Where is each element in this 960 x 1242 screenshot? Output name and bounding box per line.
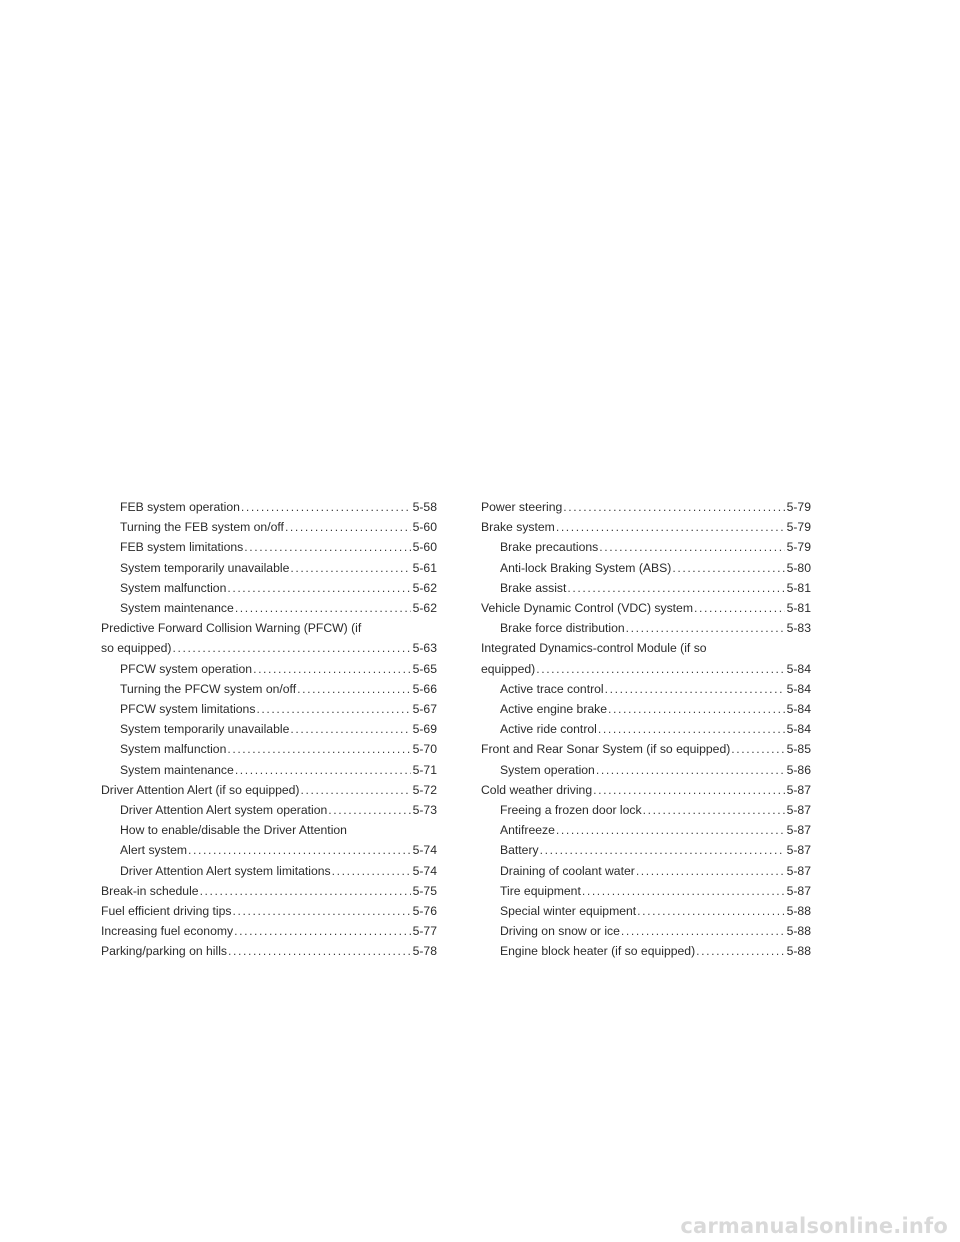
toc-entry[interactable] [101,558,437,578]
toc-entry[interactable] [101,618,437,658]
toc-entry-title: Power steering [481,500,563,514]
toc-entry-title: Driver Attention Alert system operation [120,803,328,818]
toc-entry-page: 5-88 [786,924,811,939]
toc-entry[interactable] [101,921,437,941]
toc-entry[interactable] [101,578,437,598]
toc-entry-title: Battery [500,843,539,858]
toc-entry[interactable] [481,840,811,860]
toc-entry[interactable] [481,861,811,881]
toc-entry-page: 5-83 [786,621,811,636]
toc-entry-page: 5-78 [412,944,437,959]
toc-leader-dots [536,659,784,679]
toc-entry[interactable] [101,800,437,820]
toc-entry-title: equipped) [481,661,536,676]
toc-entry-page: 5-72 [412,782,437,797]
toc-entry-title: Turning the PFCW system on/off [120,681,297,696]
toc-entry[interactable] [481,901,811,921]
toc-entry-page: 5-84 [786,681,811,696]
toc-entry-title: Brake precautions [500,540,599,555]
toc-entry-title: Engine block heater (if so equipped) [500,944,696,959]
toc-entry-page: 5-75 [412,883,437,898]
toc-entry[interactable] [481,820,811,840]
toc-entry-title: Tire equipment [500,883,581,898]
toc-entry-title: so equipped) [101,641,172,656]
site-watermark: carmanualsonline.info [680,1214,948,1238]
toc-entry[interactable] [101,901,437,921]
toc-entry-page: 5-69 [412,722,437,737]
toc-entry-page: 5-87 [786,823,811,838]
toc-right-column [481,497,811,962]
toc-entry-page: 5-62 [412,580,437,595]
toc-leader-dots [605,679,785,699]
toc-leader-dots [599,537,784,557]
toc-entry[interactable] [481,517,811,537]
toc-entry-title-line1: How to enable/disable the Driver Attention [120,823,347,838]
toc-entry-title: Turning the FEB system on/off [120,520,284,535]
toc-entry-title: Active ride control [500,722,597,737]
toc-leader-dots [636,861,785,881]
toc-leader-dots [556,517,785,537]
toc-entry[interactable] [481,719,811,739]
toc-entry-page: 5-88 [786,944,811,959]
toc-leader-dots [227,578,410,598]
toc-leader-dots [235,760,411,780]
toc-leader-dots [593,780,784,800]
toc-leader-dots [621,921,785,941]
toc-leader-dots [301,780,411,800]
toc-entry-title: PFCW system limitations [120,702,256,717]
toc-leader-dots [285,517,411,537]
toc-entry[interactable] [481,760,811,780]
toc-entry-page: 5-71 [412,762,437,777]
toc-leader-dots [637,901,784,921]
toc-entry-page: 5-76 [412,904,437,919]
toc-leader-dots [567,578,784,598]
toc-entry-title-line1: Predictive Forward Collision Warning (PFCW) (if [101,621,362,636]
toc-entry-page: 5-67 [412,702,437,717]
toc-leader-dots [672,558,784,578]
toc-leader-dots [694,598,785,618]
toc-entry-page: 5-66 [412,681,437,696]
toc-entry[interactable] [101,679,437,699]
toc-entry-page: 5-79 [786,540,811,555]
toc-entry-title: Brake system [481,520,555,535]
toc-entry[interactable] [481,800,811,820]
toc-entry-title-line1: Integrated Dynamics-control Module (if so [481,641,707,656]
toc-entry-page: 5-70 [412,742,437,757]
toc-entry[interactable] [481,558,811,578]
toc-entry-page: 5-58 [412,500,437,514]
toc-leader-dots [290,719,410,739]
toc-entry-page: 5-86 [786,762,811,777]
toc-entry-page: 5-84 [786,722,811,737]
toc-entry[interactable] [101,780,437,800]
toc-entry-title: System temporarily unavailable [120,722,290,737]
toc-entry[interactable] [101,517,437,537]
toc-entry-title: System operation [500,762,595,777]
toc-entry-page: 5-87 [786,863,811,878]
toc-entry[interactable] [101,699,437,719]
toc-entry-title: Fuel efficient driving tips [101,904,232,919]
toc-entry-page: 5-63 [412,641,437,656]
toc-entry-title: Driving on snow or ice [500,924,620,939]
toc-entry-page: 5-80 [786,560,811,575]
toc-entry[interactable] [101,820,437,860]
toc-entry-page: 5-87 [786,782,811,797]
toc-leader-dots [200,881,411,901]
toc-entry[interactable] [101,537,437,557]
toc-entry-title: System maintenance [120,601,234,616]
toc-entry-title: Special winter equipment [500,904,637,919]
toc-leader-dots [626,618,785,638]
toc-entry[interactable] [481,679,811,699]
toc-entry-page: 5-84 [786,661,811,676]
toc-entry-page: 5-81 [786,580,811,595]
toc-entry[interactable] [101,861,437,881]
toc-entry-title: Anti-lock Braking System (ABS) [500,560,672,575]
toc-entry-title: Alert system [120,843,188,858]
toc-leader-dots [328,800,410,820]
toc-entry-page: 5-87 [786,843,811,858]
toc-entry[interactable] [101,941,437,961]
toc-entry[interactable] [481,598,811,618]
toc-entry-title: Vehicle Dynamic Control (VDC) system [481,601,693,616]
toc-entry-title: FEB system limitations [120,540,244,555]
toc-entry[interactable] [481,537,811,557]
toc-entry[interactable] [481,497,811,517]
toc-entry-page: 5-79 [786,520,811,535]
toc-entry-page: 5-79 [786,500,811,514]
toc-leader-dots [234,921,410,941]
toc-leader-dots [556,820,785,840]
toc-entry-title: Front and Rear Sonar System (if so equipped) [481,742,731,757]
toc-leader-dots [598,719,785,739]
toc-left-column [101,497,437,962]
toc-leader-dots [563,497,784,517]
toc-entry-page: 5-60 [412,540,437,555]
toc-entry[interactable] [101,598,437,618]
toc-leader-dots [228,941,411,961]
toc-entry-page: 5-87 [786,883,811,898]
toc-entry-page: 5-87 [786,803,811,818]
toc-entry[interactable] [101,719,437,739]
toc-entry[interactable] [481,618,811,638]
toc-entry-page: 5-61 [412,560,437,575]
toc-entry[interactable] [481,921,811,941]
toc-entry[interactable] [481,699,811,719]
toc-entry-page: 5-77 [412,924,437,939]
toc-entry[interactable] [481,578,811,598]
toc-entry-title: Antifreeze [500,823,555,838]
toc-entry-title: System malfunction [120,580,227,595]
toc-entry-title: Driver Attention Alert (if so equipped) [101,782,300,797]
toc-leader-dots [540,840,785,860]
toc-entry-title: Draining of coolant water [500,863,635,878]
toc-entry-title: Brake assist [500,580,567,595]
toc-entry[interactable] [101,659,437,679]
toc-entry-page: 5-62 [412,601,437,616]
toc-entry-page: 5-85 [786,742,811,757]
toc-leader-dots [244,537,410,557]
toc-entry[interactable] [481,881,811,901]
toc-entry[interactable] [481,638,811,678]
toc-leader-dots [241,497,411,517]
toc-leader-dots [596,760,785,780]
toc-entry-page: 5-84 [786,702,811,717]
toc-entry[interactable] [101,881,437,901]
toc-entry-title: Active trace control [500,681,604,696]
toc-entry[interactable] [101,739,437,759]
toc-entry-title: Increasing fuel economy [101,924,234,939]
toc-entry-page: 5-60 [412,520,437,535]
toc-entry-title: Driver Attention Alert system limitations [120,863,331,878]
toc-entry-title: Brake force distribution [500,621,625,636]
toc-leader-dots [290,558,410,578]
toc-leader-dots [582,881,785,901]
toc-entry-title: Active engine brake [500,702,608,717]
toc-leader-dots [172,638,410,658]
toc-entry-title: System temporarily unavailable [120,560,290,575]
toc-entry-title: Cold weather driving [481,782,593,797]
toc-entry-title: FEB system operation [120,500,240,514]
toc-leader-dots [253,659,411,679]
toc-leader-dots [256,699,410,719]
toc-entry-page: 5-74 [412,843,437,858]
toc-leader-dots [235,598,411,618]
toc-entry[interactable] [101,760,437,780]
toc-entry-page: 5-73 [412,803,437,818]
toc-leader-dots [731,739,784,759]
toc-leader-dots [608,699,785,719]
toc-entry[interactable] [101,497,437,517]
toc-entry-page: 5-88 [786,904,811,919]
toc-leader-dots [332,861,411,881]
toc-entry-title: PFCW system operation [120,661,253,676]
toc-leader-dots [643,800,785,820]
toc-entry-title: System maintenance [120,762,234,777]
toc-entry-title: Break-in schedule [101,883,199,898]
toc-leader-dots [188,840,411,860]
toc-entry-title: Freeing a frozen door lock [500,803,642,818]
toc-leader-dots [233,901,411,921]
toc-entry[interactable] [481,739,811,759]
toc-entry-title: Parking/parking on hills [101,944,228,959]
toc-leader-dots [696,941,784,961]
toc-entry[interactable] [481,780,811,800]
toc-leader-dots [297,679,410,699]
toc-entry[interactable] [481,941,811,961]
toc-leader-dots [227,739,410,759]
toc-entry-page: 5-74 [412,863,437,878]
toc-entry-title: System malfunction [120,742,227,757]
toc-entry-page: 5-81 [786,601,811,616]
toc-entry-page: 5-65 [412,661,437,676]
